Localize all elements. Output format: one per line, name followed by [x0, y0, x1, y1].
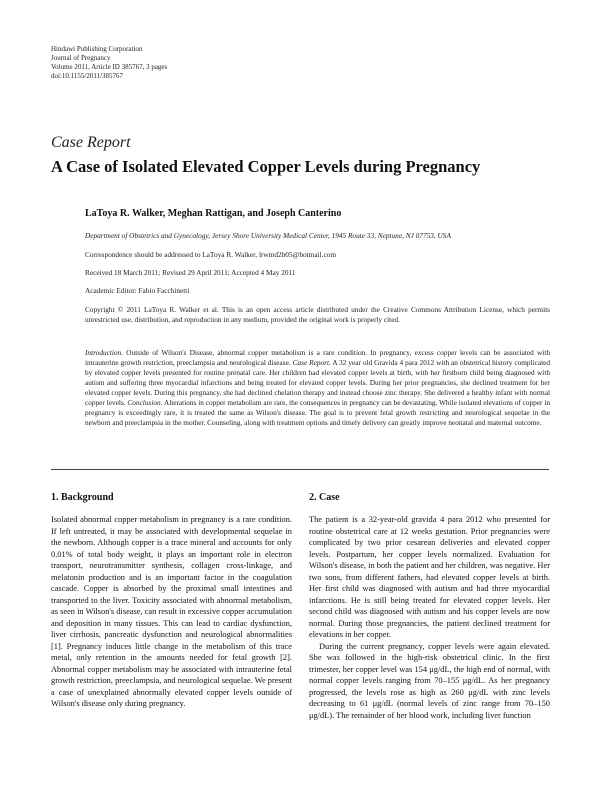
abstract-case-label: Case Report. — [292, 358, 331, 367]
section-divider — [51, 469, 549, 470]
abstract-conclusion: Alterations in copper metabolism are rare, the consequences in pregnancy can be devastating. While isolated elevations of copper in pregnancy is exceedingly rare, it is treated the same as Wilson's disease. The goal is to prevent fetal growth restricting and neurological sequelae in the newborn and preeclampsia in the mother. Counseling, along with treatment options and timely delivery can greatly improve neonatal and maternal outcome. — [85, 398, 551, 427]
affiliation: Department of Obstetrics and Gynecology, Jersey Shore University Medical Center, 1945 Route 33, Neptune, NJ 07753, USA — [85, 231, 451, 240]
abstract-intro: Outside of Wilson's Disease, abnormal copper metabolism is a rare condition. In pregnancy, excess copper levels can be associated with intrauterine growth restriction, preeclampsia and neurological disease. — [85, 348, 550, 367]
copyright-notice: Copyright © 2011 LaToya R. Walker et al. This is an open access article distributed under the Creative Commons Attribution License, which permits unrestricted use, distribution, and reproduction in any medium, provided the original work is properly cited. — [85, 305, 550, 324]
journal-name: Journal of Pregnancy — [51, 54, 111, 62]
case-column — [309, 514, 550, 721]
abstract-intro-label: Introduction. — [85, 348, 124, 357]
publisher-name: Hindawi Publishing Corporation — [51, 45, 143, 53]
background-paragraph: Isolated abnormal copper metabolism in pregnancy is a rare condition. If left untreated, it may be associated with developmental sequelae in the newborn. Although copper is a trace mineral and accounts for only 0.01% of total body weight, it plays an important role in electron transport, neurotransmitter synthesis, collagen cross-linkage, and melatonin production and is an important factor in the coagulation cascade. Copper is absorbed by the proximal small intestines and transported to the liver. Toxicity associated with abnormal metabolism, as seen in Wilson's disease, can result in excessive copper accumulation and deposition in many tissues. This can lead to cardiac dysfunction, liver cirrhosis, pancreatic dysfunction and neurological abnormalities [1]. Pregnancy induces little change in the metabolism of this trace metal, only retention in the amounts needed for fetal growth [2]. Abnormal copper metabolism may be associated with intrauterine fetal growth restriction, preeclampsia, and neurological sequelae. We present a case of unexplained abnormally elevated copper levels outside of Wilson's disease only during pregnancy. — [51, 515, 292, 708]
volume-info: Volume 2011, Article ID 385767, 3 pages — [51, 63, 168, 71]
journal-header — [51, 45, 167, 81]
abstract — [85, 348, 550, 428]
academic-editor: Academic Editor: Fabio Facchinetti — [85, 286, 190, 295]
section-title-background: 1. Background — [51, 492, 114, 503]
abstract-case: A 32 year old Gravida 4 para 2012 with an obstetrical history complicated by elevated copper levels presented for routine prenatal care. Her children had elevated copper levels at birth, with her firstborn child being diagnosed with autism and suffering three myocardial infarctions and being treated for elevated copper levels. During her prior pregnancies, she declined treatment for her elevated copper levels. During this pregnancy, she had declined chelation therapy and instead choose zinc therapy. She delivered a healthy infant with normal copper levels. — [85, 358, 551, 407]
received-dates: Received 18 March 2011; Revised 29 April 2011; Accepted 4 May 2011 — [85, 268, 296, 277]
correspondence: Correspondence should be addressed to LaToya R. Walker, lrwmd2b05@hotmail.com — [85, 250, 337, 259]
abstract-conclusion-label: Conclusion. — [127, 398, 163, 407]
case-paragraph-1: The patient is a 32-year-old gravida 4 para 2012 who presented for routine obstetrical care at 12 weeks gestation. Prior pregnancies were complicated by two prior cesarean deliveries and elevated copper levels. Postpartum, her copper levels normalized. Evaluation for Wilson's disease, in both the patient and her children, was negative. Her two sons, from different fathers, had elevated copper levels at birth. Her first child was diagnosed with autism and had three myocardial infarctions. He is still being treated for elevated copper levels. Her second child was diagnosed with autism and his copper levels are now normal. During those pregnancies, the patient declined treatment for elevations in her copper. — [309, 515, 550, 639]
paper-title: A Case of Isolated Elevated Copper Levels during Pregnancy — [51, 157, 481, 176]
doi: doi:10.1155/2011/385767 — [51, 72, 124, 80]
section-title-case: 2. Case — [309, 492, 340, 503]
article-type: Case Report — [51, 134, 131, 151]
background-column — [51, 514, 292, 710]
case-paragraph-2: During the current pregnancy, copper levels were again elevated. She was followed in the high-risk obstetrical clinic. In the first trimester, her copper level was 154 μg/dL, the high end of normal, with normal copper levels ranging from 70–155 μg/dL. As her pregnancy progressed, the levels rose as high as 260 μg/dL with zinc levels decreasing to 61 μg/dL (normal levels of zinc range from 70–150 μg/dL). The remainder of her blood work, including liver function — [309, 641, 550, 720]
author-list: LaToya R. Walker, Meghan Rattigan, and Joseph Canterino — [85, 208, 342, 219]
